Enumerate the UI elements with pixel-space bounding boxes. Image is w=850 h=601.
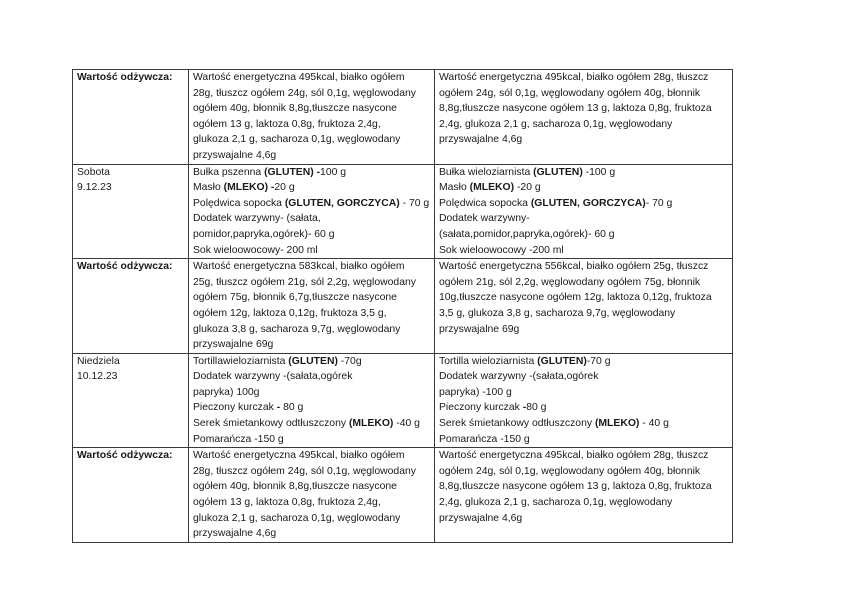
allergen-text: (MLEKO) — [348, 418, 394, 430]
allergen-text: - — [522, 402, 527, 414]
menu-item-line — [193, 432, 431, 448]
menu-item-text: Dodatek warzywny -(sałata,ogórek — [193, 371, 353, 383]
nutrition-text-line: Wartość energetyczna 495kcal, białko ogółem 28g, tłuszcz — [439, 72, 709, 83]
allergen-text: (GLUTEN) — [533, 166, 583, 178]
nutrition-label: Wartość odżywcza: — [77, 450, 173, 462]
nutrition-text-line: przyswajalne 69g — [439, 323, 520, 335]
menu-item-line — [193, 416, 431, 432]
allergen-text: (MLEKO) - — [223, 182, 275, 194]
menu-item-text: -70 g — [586, 355, 611, 367]
nutrition-text-line: 2,4g, glukoza 2,1 g, sacharoza 0,1g, węglowodany — [439, 118, 673, 130]
nutrition-text-line: glukoza 2,1 g, sacharoza 0,1g, węglowodany — [193, 134, 401, 146]
menu-item-text: 80 g — [526, 402, 547, 414]
menu-item-text: -20 g — [514, 182, 541, 194]
menu-option-1-cell — [189, 259, 435, 354]
menu-option-2-cell — [435, 70, 733, 165]
menu-item-text: Tortilla wieloziarnista — [439, 355, 538, 367]
label-cell — [73, 164, 189, 259]
allergen-text: (GLUTEN, GORCZYCA) — [284, 197, 400, 209]
menu-item-line — [439, 243, 729, 259]
menu-item-text: Sok wieloowocowy- 200 ml — [193, 244, 318, 256]
nutrition-text-line: 8,8g,tłuszcze nasycone ogółem 13 g, laktoza 0,8g, fruktoza — [439, 481, 712, 493]
nutrition-label: Wartość odżywcza: — [77, 261, 173, 273]
menu-item-line — [439, 369, 729, 385]
menu-item-text: Masło — [193, 182, 224, 194]
menu-item-text: Polędwica sopocka — [193, 197, 285, 209]
menu-item-text: (sałata,pomidor,papryka,ogórek)- 60 g — [439, 228, 615, 240]
menu-item-text: Tortillawieloziarnista — [193, 355, 289, 367]
menu-item-text: Pomarańcza -150 g — [193, 433, 284, 445]
menu-item-text: -100 g — [582, 166, 616, 178]
menu-item-line — [193, 196, 431, 212]
nutrition-text-line: 28g, tłuszcz ogółem 24g, sól 0,1g, węglowodany — [193, 465, 416, 477]
day-date: 10.12.23 — [77, 371, 118, 383]
menu-item-line — [193, 180, 431, 196]
menu-item-line — [439, 416, 729, 432]
nutrition-text-line: przyswajalne 4,6g — [439, 134, 523, 146]
menu-item-text: Pieczony kurczak — [439, 402, 523, 414]
menu-item-text: pomidor,papryka,ogórek)- 60 g — [193, 228, 335, 240]
nutrition-label: Wartość odżywcza: — [77, 72, 173, 83]
nutrition-text-line: ogółem 75g, błonnik 6,7g,tłuszcze nasycone — [193, 292, 397, 304]
menu-item-text: 100 g — [320, 166, 347, 178]
nutrition-text-line: ogółem 24g, sól 0,1g, węglowodany ogółem 40g, błonnik — [439, 87, 701, 99]
label-cell — [73, 259, 189, 354]
menu-item-text: Dodatek warzywny- (sałata, — [193, 213, 321, 225]
menu-item-text: 20 g — [274, 182, 295, 194]
nutrition-text-line: ogółem 13 g, laktoza 0,8g, fruktoza 2,4g, — [193, 118, 381, 130]
menu-item-text: -70g — [337, 355, 362, 367]
nutrition-text-line: ogółem 40g, błonnik 8,8g,tłuszcze nasycone — [193, 481, 397, 493]
menu-item-line — [439, 385, 729, 401]
nutrition-row — [73, 259, 733, 354]
nutrition-text-line: 10g,tłuszcze nasycone ogółem 12g, laktoza 0,12g, fruktoza — [439, 292, 712, 304]
nutrition-text-line: ogółem 13 g, laktoza 0,8g, fruktoza 2,4g, — [193, 497, 381, 509]
day-date: 9.12.23 — [77, 182, 112, 194]
menu-table — [72, 69, 733, 543]
menu-item-text: Masło — [439, 182, 470, 194]
menu-option-2-cell — [435, 448, 733, 543]
nutrition-row — [73, 448, 733, 543]
nutrition-text-line: Wartość energetyczna 556kcal, białko ogółem 25g, tłuszcz — [439, 261, 709, 273]
nutrition-text-line: glukoza 3,8 g, sacharoza 9,7g, węglowodany — [193, 323, 401, 335]
nutrition-text-line: Wartość energetyczna 583kcal, białko ogółem — [193, 261, 405, 273]
label-cell — [73, 353, 189, 448]
menu-item-line — [439, 227, 729, 243]
menu-item-text: -40 g — [393, 418, 420, 430]
menu-item-line — [193, 211, 431, 227]
menu-item-line — [193, 400, 431, 416]
allergen-text: (MLEKO) — [594, 418, 640, 430]
nutrition-text-line: 8,8g,tłuszcze nasycone ogółem 13 g, laktoza 0,8g, fruktoza — [439, 103, 712, 115]
nutrition-text-line: 2,4g, glukoza 2,1 g, sacharoza 0,1g, węglowodany — [439, 497, 673, 509]
menu-option-2-cell — [435, 353, 733, 448]
label-cell — [73, 448, 189, 543]
menu-item-line — [193, 369, 431, 385]
allergen-text: (GLUTEN, GORCZYCA) — [530, 197, 646, 209]
menu-item-text: Dodatek warzywny -(sałata,ogórek — [439, 371, 599, 383]
nutrition-text-line: 25g, tłuszcz ogółem 21g, sól 2,2g, węglowodany — [193, 276, 416, 288]
menu-item-line — [193, 227, 431, 243]
nutrition-text-line: przyswajalne 4,6g — [193, 528, 277, 540]
menu-item-text: - 40 g — [639, 418, 669, 430]
menu-item-text: Pieczony kurczak — [193, 402, 277, 414]
allergen-text: - — [276, 402, 281, 414]
nutrition-text-line: ogółem 12g, laktoza 0,12g, fruktoza 3,5 g, — [193, 307, 387, 319]
allergen-text: (MLEKO) — [469, 182, 515, 194]
menu-item-line — [439, 165, 729, 181]
menu-item-text: papryka) -100 g — [439, 386, 512, 398]
nutrition-row — [73, 70, 733, 165]
nutrition-text-line: Wartość energetyczna 495kcal, białko ogółem 28g, tłuszcz — [439, 450, 709, 462]
nutrition-text-line: Wartość energetyczna 495kcal, białko ogółem — [193, 450, 405, 462]
menu-item-line — [439, 400, 729, 416]
allergen-text: (GLUTEN) - — [264, 166, 321, 178]
nutrition-text-line: przyswajalne 4,6g — [439, 512, 523, 524]
menu-item-text: Bułka pszenna — [193, 166, 265, 178]
menu-item-text: papryka) 100g — [193, 386, 260, 398]
menu-item-line — [439, 432, 729, 448]
menu-item-text: Serek śmietankowy odtłuszczony — [193, 418, 349, 430]
menu-option-1-cell — [189, 448, 435, 543]
day-name: Sobota — [77, 166, 110, 178]
allergen-text: (GLUTEN) — [288, 355, 338, 367]
menu-item-text: Dodatek warzywny- — [439, 213, 530, 225]
day-name: Niedziela — [77, 355, 120, 367]
nutrition-text-line: ogółem 40g, błonnik 8,8g,tłuszcze nasycone — [193, 103, 397, 115]
menu-item-line — [193, 385, 431, 401]
menu-option-1-cell — [189, 353, 435, 448]
nutrition-text-line: glukoza 2,1 g, sacharoza 0,1g, węglowodany — [193, 512, 401, 524]
menu-option-2-cell — [435, 259, 733, 354]
menu-item-text: 80 g — [280, 402, 304, 414]
menu-item-line — [439, 354, 729, 370]
menu-item-line — [439, 196, 729, 212]
menu-table-body — [73, 70, 733, 543]
menu-item-line — [193, 354, 431, 370]
nutrition-text-line: ogółem 21g, sól 2,2g, węglowodany ogółem 75g, błonnik — [439, 276, 701, 288]
menu-item-line — [193, 165, 431, 181]
nutrition-text-line: przyswajalne 69g — [193, 339, 274, 351]
menu-option-1-cell — [189, 164, 435, 259]
menu-item-line — [439, 211, 729, 227]
menu-item-text: Sok wieloowocowy -200 ml — [439, 244, 564, 256]
menu-item-text: Bułka wieloziarnista — [439, 166, 534, 178]
allergen-text: (GLUTEN) — [537, 355, 587, 367]
day-menu-row — [73, 353, 733, 448]
nutrition-text-line: Wartość energetyczna 495kcal, białko ogółem — [193, 72, 405, 83]
menu-item-text: Polędwica sopocka — [439, 197, 531, 209]
menu-item-text: - 70 g — [645, 197, 673, 209]
menu-item-text: Pomarańcza -150 g — [439, 433, 530, 445]
nutrition-text-line: 3,5 g, glukoza 3,8 g, sacharoza 9,7g, węglowodany — [439, 307, 676, 319]
nutrition-text-line: ogółem 24g, sól 0,1g, węglowodany ogółem 40g, błonnik — [439, 465, 701, 477]
menu-option-1-cell — [189, 70, 435, 165]
label-cell — [73, 70, 189, 165]
menu-item-line — [439, 180, 729, 196]
nutrition-text-line: 28g, tłuszcz ogółem 24g, sól 0,1g, węglowodany — [193, 87, 416, 99]
menu-item-text: - 70 g — [399, 197, 430, 209]
nutrition-text-line: przyswajalne 4,6g — [193, 149, 277, 161]
menu-item-line — [193, 243, 431, 259]
day-menu-row — [73, 164, 733, 259]
menu-item-text: Serek śmietankowy odtłuszczony — [439, 418, 595, 430]
menu-option-2-cell — [435, 164, 733, 259]
